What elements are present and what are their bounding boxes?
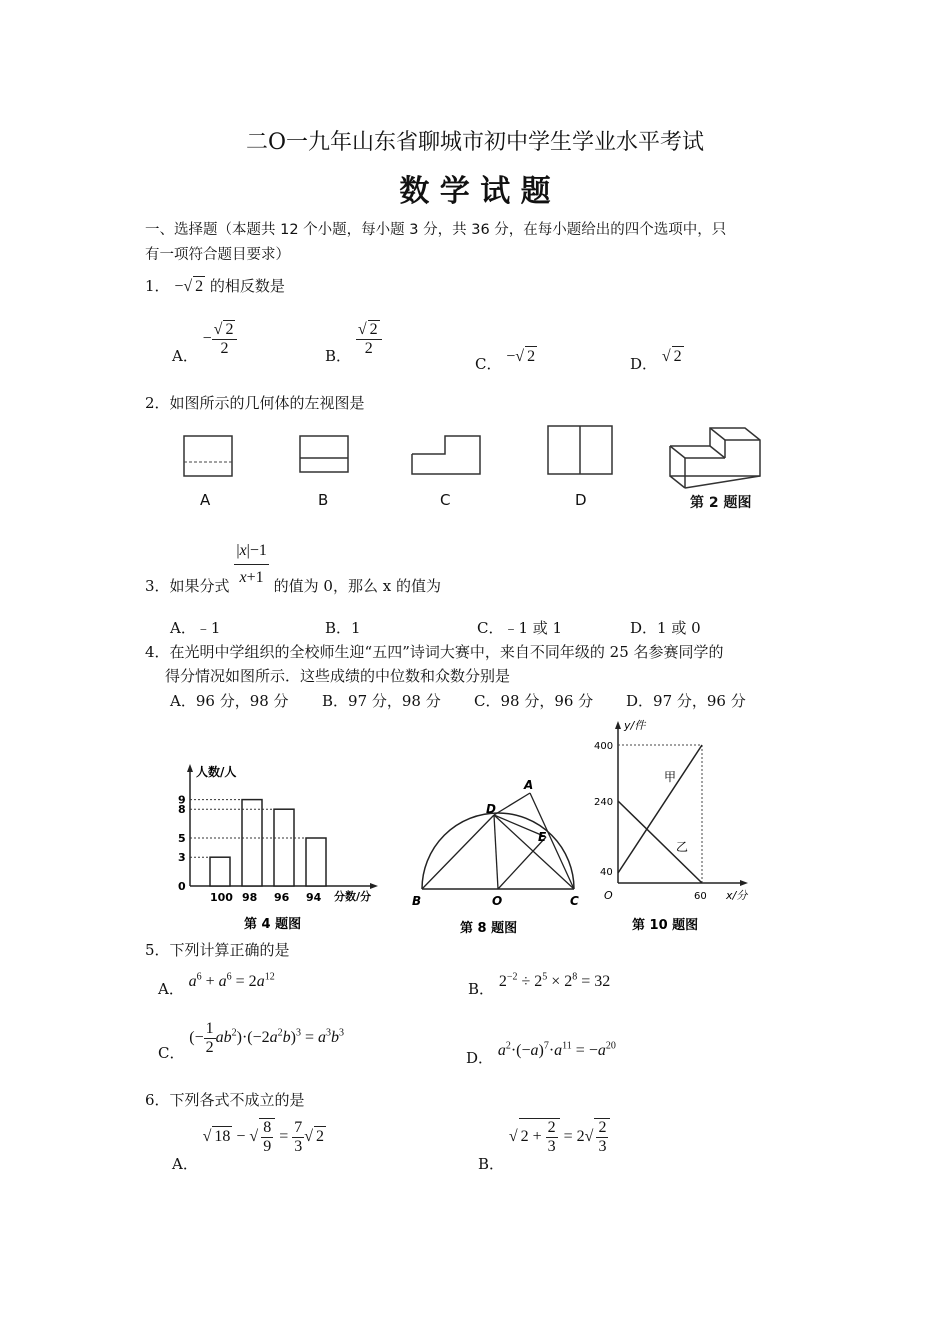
q1-expression: −√ 2 [174,278,204,295]
q6-option-a-label: A． [172,1155,198,1174]
fig8-point-c: C [570,894,579,908]
fig10-line-jia [618,745,702,873]
fig4-x-label: 分数/分 [334,890,372,903]
fig10-label-jia: 甲 [664,770,677,784]
fig10-caption: 第 10 题图 [632,918,699,933]
q6-stem: 6．下列各式不成立的是 [145,1091,305,1109]
exam-title: 数 学 试 题 [399,174,551,209]
fig4-bar-100 [210,857,230,886]
q3-option-d[interactable]: D．1 或 0 [630,619,701,637]
q4-option-c[interactable]: C．98 分，96 分 [474,692,594,710]
q5-option-c[interactable] [158,1020,344,1063]
q5-option-d-label: D． [466,1049,494,1068]
q1-number: 1． [145,277,170,295]
q2-view-a[interactable] [184,436,232,476]
q6-option-b-math: √ 2 + $\frac{2}{3}$ = 2√ $\frac{2}{3}$ [509,1128,611,1145]
q3-option-b[interactable]: B．1 [325,619,361,637]
fig4-bar-94 [306,838,326,886]
q3-option-c[interactable]: C．﹣1 或 1 [477,619,563,637]
fig4-ytick-9: 9 [178,793,186,807]
q2-label-a: A [200,491,211,509]
q5-option-d-math: $a^2\cdot(-a)^7\cdot a^{11} = -a^{20}$ [497,1041,616,1060]
fig4-y-label: 人数/人 [196,765,237,779]
exam-subtitle: 二O一九年山东省聊城市初中学生学业水平考试 [245,130,705,155]
fig8-point-e: E [538,830,547,844]
q2-view-d[interactable] [548,426,612,474]
q5-stem: 5．下列计算正确的是 [145,941,290,959]
q1-option-c-label: C． [475,355,502,373]
q1-option-d[interactable] [630,346,684,373]
q1-option-b-math: $\frac{√ 2}{2}$ [356,330,382,347]
fig10-label-yi: 乙 [676,840,689,854]
fig10-ytick-240: 240 [594,797,614,808]
fig8-point-b: B [412,894,422,908]
q5-option-d[interactable] [466,1037,616,1068]
q1-option-a[interactable] [172,320,237,365]
q1-option-a-math: − $\frac{√ 2}{2}$ [203,330,238,347]
fig8-line-ac [530,793,574,889]
fig10-y-arrow [615,721,621,729]
fig8-caption: 第 8 题图 [460,921,518,936]
q5-option-a[interactable] [158,968,275,999]
q2-view-b[interactable] [300,436,348,472]
q5-option-c-math: (− $\frac{1}{2}$ $ab^2)\cdot(-2a^2b)^3 = a^3b^3$ [189,1020,344,1056]
fig10-ytick-400: 400 [594,741,614,752]
fig10-x-arrow [740,880,748,886]
q5-option-b-label: B． [468,980,495,999]
q6-option-a[interactable] [172,1118,326,1174]
fig8-geometry [410,775,580,940]
fig4-bar-98 [242,800,262,886]
fig10-line-graph [592,715,762,940]
fig4-ytick-8: 8 [178,803,186,817]
q1-option-c-math: −√ 2 [506,348,536,365]
fig10-x-label: x/分 [726,889,748,902]
q1-stem [145,276,285,297]
q5-option-b[interactable] [468,968,611,999]
q1-option-a-label: A． [172,346,198,365]
q1-option-d-math: √ 2 [661,348,682,365]
fig8-line-do [494,815,498,889]
fig4-xtick-96: 96 [274,891,290,904]
q1-stem-text: 的相反数是 [209,277,285,295]
fig4-ytick-5: 5 [178,832,186,845]
q2-label-d: D [575,491,587,509]
q2-solid-figure [670,428,760,488]
fig8-line-bc-through-a [494,793,530,815]
fig4-xtick-94: 94 [306,891,322,904]
q2-label-c: C [440,491,451,509]
fig4-bar-96 [274,809,294,886]
q6-option-a-math: √ 18 − √ $\frac{8}{9}$ = $\frac{7}{3}$ √ 2 [202,1119,325,1155]
q4-option-a[interactable]: A．96 分，98 分 [170,692,289,710]
section-heading-line2: 有一项符合题目要求） [145,247,290,263]
fig4-caption: 第 4 题图 [244,917,302,932]
q2-view-c[interactable] [412,436,480,474]
fig10-y-label: y/件 [624,719,646,732]
q2-stem: 2．如图所示的几何体的左视图是 [145,394,365,412]
q5-option-a-math: $a^6 + a^6 = 2a^{12}$ [188,972,275,991]
q3-option-a[interactable]: A．﹣1 [170,619,221,637]
q2-figure-caption: 第 2 题图 [690,495,752,511]
q3-number: 3．如果分式 [145,577,230,595]
q4-option-d[interactable]: D．97 分，96 分 [626,692,746,710]
q4-option-b[interactable]: B．97 分，98 分 [322,692,441,710]
q1-option-d-label: D． [630,355,658,373]
fig10-xtick-60: 60 [694,891,707,902]
q3-stem [145,542,441,595]
fig8-line-oe [498,837,546,889]
fig4-xtick-100: 100 [210,891,233,904]
section-heading-line1: 一、选择题（本题共 12 个小题，每小题 3 分，共 36 分，在每小题给出的四个选项中，只 [145,222,727,238]
fig4-y-arrow [187,764,193,772]
fig4-xtick-98: 98 [242,891,258,904]
fig10-line-yi [618,801,702,883]
fig4-ytick-0: 0 [178,880,186,893]
q6-option-b[interactable] [478,1118,610,1174]
q2-label-b: B [318,491,329,509]
fig10-ytick-40: 40 [600,867,613,878]
q5-option-b-math: $2^{-2} \div 2^5 \times 2^8 = 32$ [498,972,611,991]
fig8-point-o: O [492,894,503,908]
fig8-point-a: A [524,778,534,792]
q1-option-c[interactable] [475,346,537,373]
q1-option-b-label: B． [325,346,352,365]
q4-stem-line1: 4．在光明中学组织的全校师生迎“五四”诗词大赛中，来自不同年级的 25 名参赛同学的 [145,643,724,661]
q3-stem-text: 的值为 0，那么 x 的值为 [273,577,441,595]
q5-option-c-label: C． [158,1044,185,1063]
q3-fraction: $\frac{|x|-1}{x+1}$ [236,542,267,586]
q5-option-a-label: A． [158,980,184,999]
fig4-bar-chart [172,760,392,940]
fig8-line-dc [494,815,574,889]
q1-option-b[interactable] [325,320,382,365]
fig10-xtick-origin: O [604,889,613,902]
q6-option-b-label: B． [478,1155,505,1174]
q4-stem-line2: 得分情况如图所示．这些成绩的中位数和众数分别是 [165,667,511,685]
fig4-ytick-3: 3 [178,851,186,865]
fig4-x-arrow [370,883,378,889]
fig8-line-bd [422,815,494,889]
fig8-point-d: D [486,802,496,816]
